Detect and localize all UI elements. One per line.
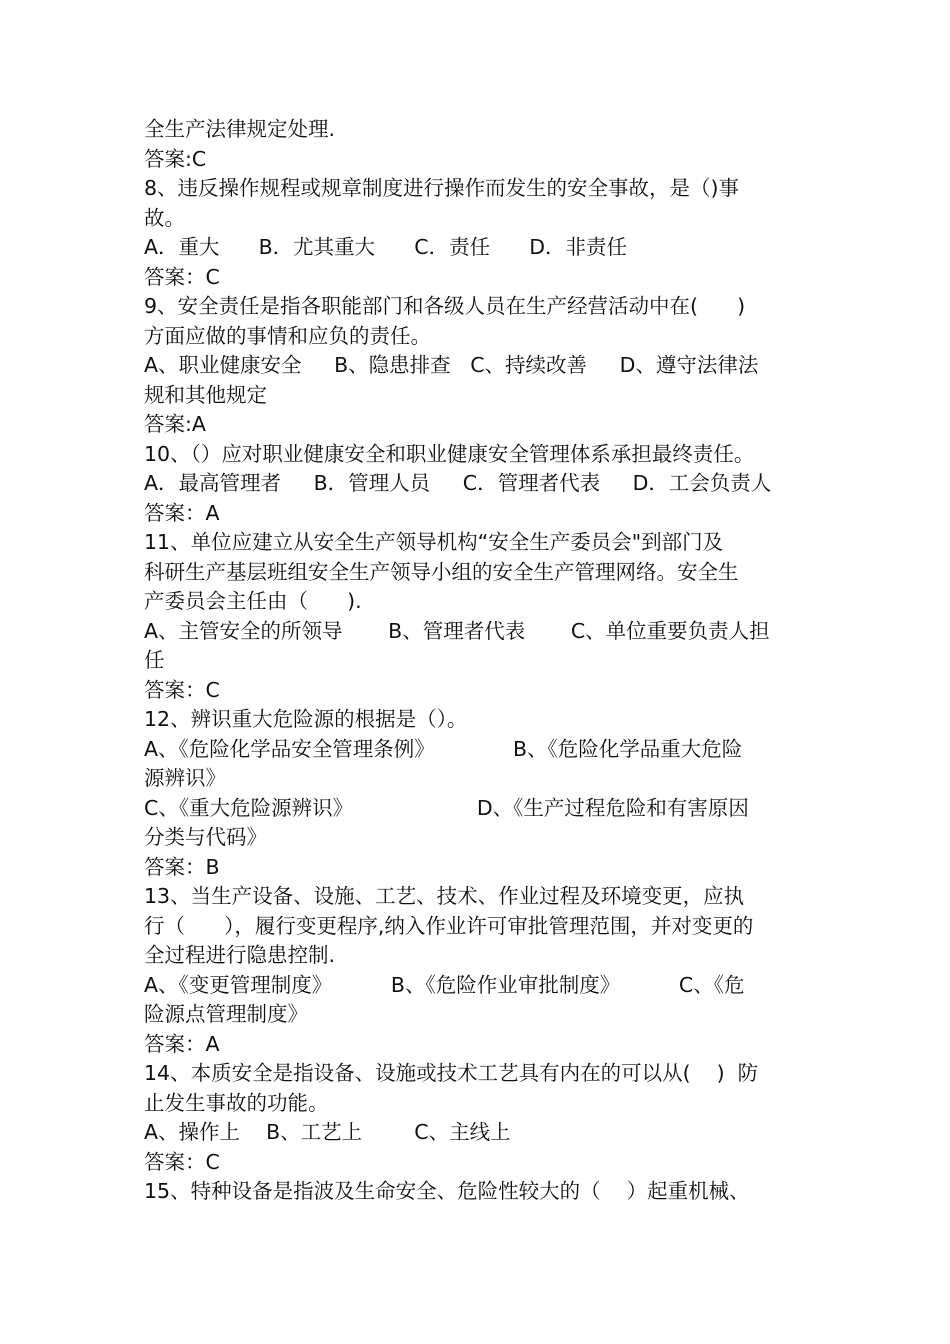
options-line: A、操作上 B、工艺上 C、主线上 [144,1120,511,1144]
options-line: A．最高管理者 B．管理人员 C．管理者代表 D．工会负责人 [144,471,772,495]
question-line: 故。 [144,205,185,230]
question-line: 9、安全责任是指各职能部门和各级人员在生产经营活动中在( ) [144,294,746,318]
question-line: 14、本质安全是指设备、设施或技术工艺具有内在的可以从( ) 防 [144,1061,759,1085]
document-text [144,115,834,1207]
options-line: A、《变更管理制度》 B、《危险作业审批制度》 C、《危 [144,972,745,997]
options-line: 规和其他规定 [144,382,267,407]
question-line: 13、当生产设备、设施、工艺、技术、作业过程及环境变更，应执 [144,884,745,908]
question-line: 10、（）应对职业健康安全和职业健康安全管理体系承担最终责任。 [144,441,755,466]
question-line: 行（ ），履行变更程序,纳入作业许可审批管理范围，并对变更的 [144,913,754,938]
text-line: 全生产法律规定处理. [144,117,336,141]
answer-line: 答案：B [144,854,220,879]
question-line: 全过程进行隐患控制. [144,943,336,967]
options-line: 险源点管理制度》 [144,1002,308,1026]
options-line: A．重大 B．尤其重大 C．责任 D．非责任 [144,235,627,259]
options-line: A、职业健康安全 B、隐患排查 C、持续改善 D、遵守法律法 [144,353,759,377]
answer-line: 答案：C [144,264,220,289]
options-line: 源辨识》 [144,766,226,790]
options-line: 分类与代码》 [144,825,267,849]
question-line: 产委员会主任由（ ). [144,589,362,613]
question-line: 12、辨识重大危险源的根据是（）。 [144,707,468,731]
answer-line: 答案：C [144,677,220,702]
answer-line: 答案:C [144,146,207,171]
question-line: 8、违反操作规程或规章制度进行操作而发生的安全事故，是（)事 [144,176,740,200]
question-line: 15、特种设备是指波及生命安全、危险性较大的（ ）起重机械、 [144,1179,750,1203]
answer-line: 答案:A [144,412,206,436]
answer-line: 答案：A [144,500,220,525]
question-line: 方面应做的事情和应负的责任。 [144,323,431,348]
question-line: 止发生事故的功能。 [144,1090,329,1115]
options-line: A、主管安全的所领导 B、管理者代表 C、单位重要负责人担 [144,618,770,643]
options-line: A、《危险化学品安全管理条例》 B、《危险化学品重大危险 [144,736,743,761]
question-line: 科研生产基层班组安全生产领导小组的安全生产管理网络。安全生 [144,559,739,584]
options-line: 任 [144,648,165,672]
options-line: C、《重大危险源辨识》 D、《生产过程危险和有害原因 [144,795,749,820]
answer-line: 答案：A [144,1031,220,1056]
answer-line: 答案：C [144,1149,220,1174]
question-line: 11、单位应建立从安全生产领导机构“安全生产委员会"到部门及 [144,530,724,554]
